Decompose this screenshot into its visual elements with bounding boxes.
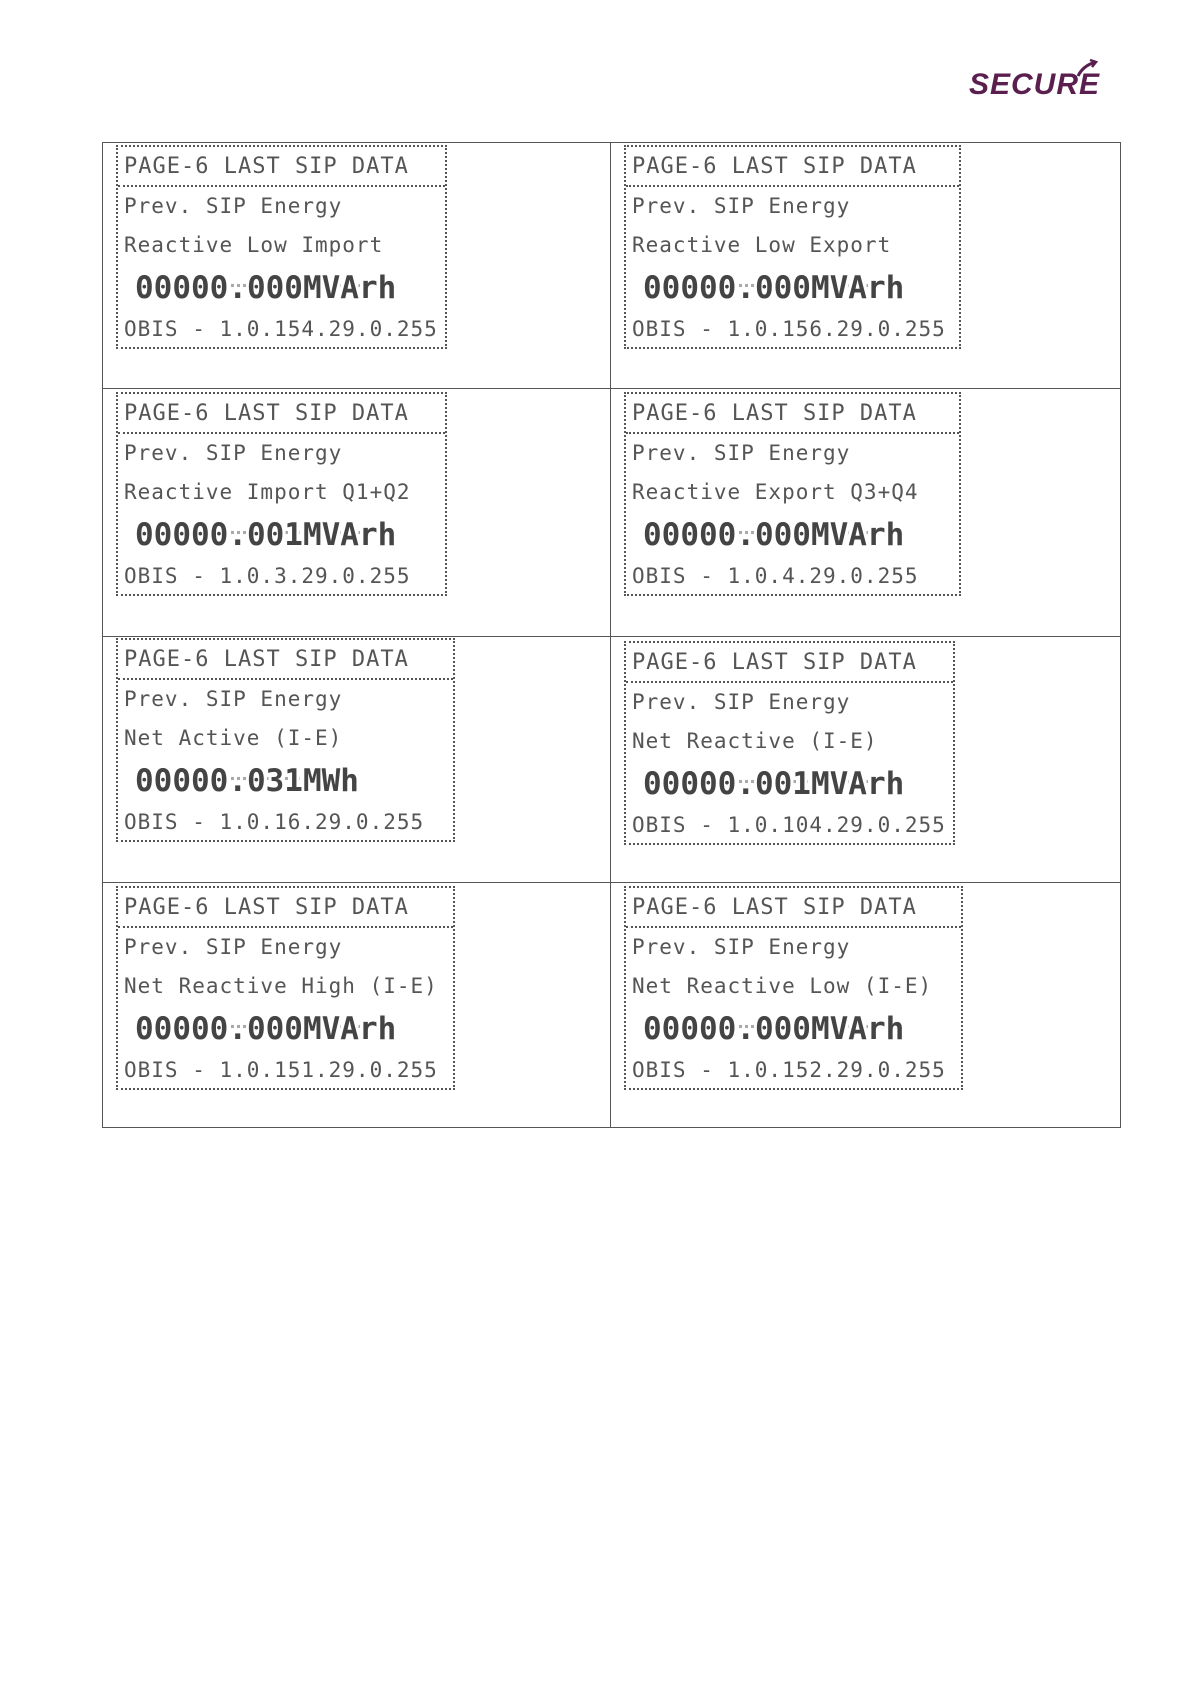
lcd-energy-value: 00000.000MVArh <box>135 270 397 306</box>
lcd-obis-code: OBIS - 1.0.16.29.0.255 <box>124 810 425 834</box>
lcd-page-title: PAGE-6 LAST SIP DATA <box>626 394 959 434</box>
table-cell <box>103 389 611 637</box>
lcd-panel <box>116 392 447 596</box>
lcd-line-2: Net Reactive Low (I-E) <box>632 974 933 998</box>
lcd-energy-value: 00000.000MVArh <box>643 1011 905 1047</box>
table-cell <box>103 143 611 389</box>
lcd-panel <box>116 638 455 842</box>
table-cell <box>611 143 1120 389</box>
table-cell <box>103 637 611 883</box>
lcd-panel <box>116 145 447 349</box>
lcd-obis-code: OBIS - 1.0.151.29.0.255 <box>124 1058 438 1082</box>
lcd-line-2: Net Active (I-E) <box>124 726 343 750</box>
lcd-line-1: Prev. SIP Energy <box>124 441 343 465</box>
lcd-energy-value: 00000.000MVArh <box>135 1011 397 1047</box>
lcd-line-1: Prev. SIP Energy <box>124 687 343 711</box>
lcd-display-table <box>102 142 1121 1128</box>
lcd-page-title: PAGE-6 LAST SIP DATA <box>118 394 445 434</box>
lcd-line-2: Net Reactive High (I-E) <box>124 974 438 998</box>
lcd-line-1: Prev. SIP Energy <box>124 935 343 959</box>
table-cell <box>103 883 611 1127</box>
lcd-panel <box>624 392 961 596</box>
lcd-panel <box>624 145 961 349</box>
table-cell <box>611 883 1120 1127</box>
logo-text: SECURE <box>969 68 1101 101</box>
lcd-panel <box>624 641 955 845</box>
lcd-energy-value: 00000.000MVArh <box>643 517 905 553</box>
table-cell <box>611 389 1120 637</box>
lcd-line-2: Reactive Low Export <box>632 233 892 257</box>
lcd-line-1: Prev. SIP Energy <box>124 194 343 218</box>
lcd-line-1: Prev. SIP Energy <box>632 441 851 465</box>
lcd-energy-value: 00000.001MVArh <box>135 517 397 553</box>
lcd-obis-code: OBIS - 1.0.154.29.0.255 <box>124 317 438 341</box>
lcd-obis-code: OBIS - 1.0.156.29.0.255 <box>632 317 946 341</box>
lcd-energy-value: 00000.001MVArh <box>643 766 905 802</box>
lcd-energy-value: 00000.000MVArh <box>643 270 905 306</box>
lcd-page-title: PAGE-6 LAST SIP DATA <box>626 147 959 187</box>
lcd-page-title: PAGE-6 LAST SIP DATA <box>626 643 953 683</box>
table-cell <box>611 637 1120 883</box>
lcd-line-2: Net Reactive (I-E) <box>632 729 878 753</box>
lcd-page-title: PAGE-6 LAST SIP DATA <box>118 888 453 928</box>
lcd-obis-code: OBIS - 1.0.152.29.0.255 <box>632 1058 946 1082</box>
lcd-line-2: Reactive Low Import <box>124 233 384 257</box>
lcd-page-title: PAGE-6 LAST SIP DATA <box>118 147 445 187</box>
lcd-obis-code: OBIS - 1.0.3.29.0.255 <box>124 564 411 588</box>
lcd-line-1: Prev. SIP Energy <box>632 690 851 714</box>
lcd-line-1: Prev. SIP Energy <box>632 194 851 218</box>
lcd-line-2: Reactive Import Q1+Q2 <box>124 480 411 504</box>
lcd-obis-code: OBIS - 1.0.4.29.0.255 <box>632 564 919 588</box>
lcd-page-title: PAGE-6 LAST SIP DATA <box>118 640 453 680</box>
lcd-obis-code: OBIS - 1.0.104.29.0.255 <box>632 813 946 837</box>
brand-logo <box>969 58 1109 100</box>
lcd-panel <box>116 886 455 1090</box>
lcd-page-title: PAGE-6 LAST SIP DATA <box>626 888 961 928</box>
lcd-line-1: Prev. SIP Energy <box>632 935 851 959</box>
lcd-line-2: Reactive Export Q3+Q4 <box>632 480 919 504</box>
lcd-panel <box>624 886 963 1090</box>
lcd-energy-value: 00000.031MWh <box>135 763 359 799</box>
